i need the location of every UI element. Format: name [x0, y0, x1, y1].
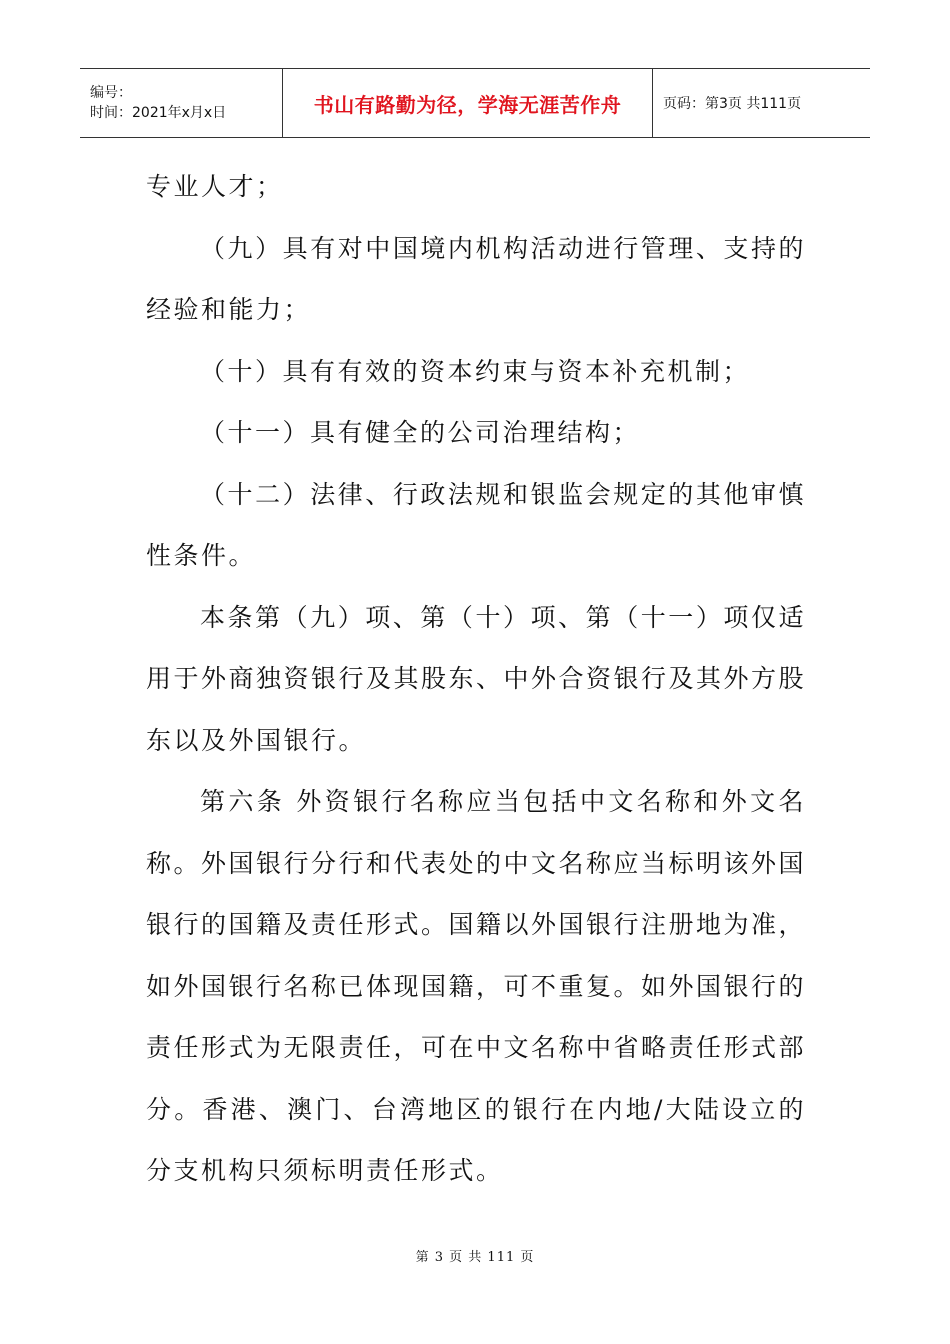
header-motto-cell: [283, 69, 653, 137]
date-label: 时间：2021年x月x日: [90, 105, 227, 121]
paragraph: （十）具有有效的资本约束与资本补充机制；: [200, 356, 751, 386]
motto-text: 书山有路勤为径，学海无涯苦作舟: [313, 92, 622, 117]
paragraph: 第六条 外资银行名称应当包括中文名称和外文名称。外国银行分行和代表处的中文名称应当标明该外国银行的国籍及责任形式。国籍以外国银行注册地为准，如外国银行名称已体现国籍，可不重复。如外国银行的责任形式为无限责任，可在中文名称中省略责任形式部分。香港、澳门、台湾地区的银行在内地/大陆设立的分支机构只须标明责任形式。: [146, 787, 807, 1185]
header-meta: [80, 69, 283, 137]
paragraph: （十一）具有健全的公司治理结构；: [200, 418, 641, 447]
page-footer: [0, 1246, 950, 1265]
paragraph: 专业人才；: [146, 172, 284, 201]
paragraph: （九）具有对中国境内机构活动进行管理、支持的经验和能力；: [146, 233, 806, 324]
header-page-info: 页码：第3页 共111页: [663, 96, 802, 112]
paragraph: （十二）法律、行政法规和银监会规定的其他审慎性条件。: [146, 479, 806, 570]
paragraph: 本条第（九）项、第（十）项、第（十一）项仅适用于外商独资银行及其股东、中外合资银行及其外方股东以及外国银行。: [146, 602, 807, 755]
document-body: [146, 156, 806, 1202]
serial-number-label: 编号：: [90, 85, 132, 101]
footer-page-number: 第 3 页 共 111 页: [415, 1250, 535, 1265]
header-page-cell: [653, 69, 870, 137]
page-header: [80, 68, 870, 138]
